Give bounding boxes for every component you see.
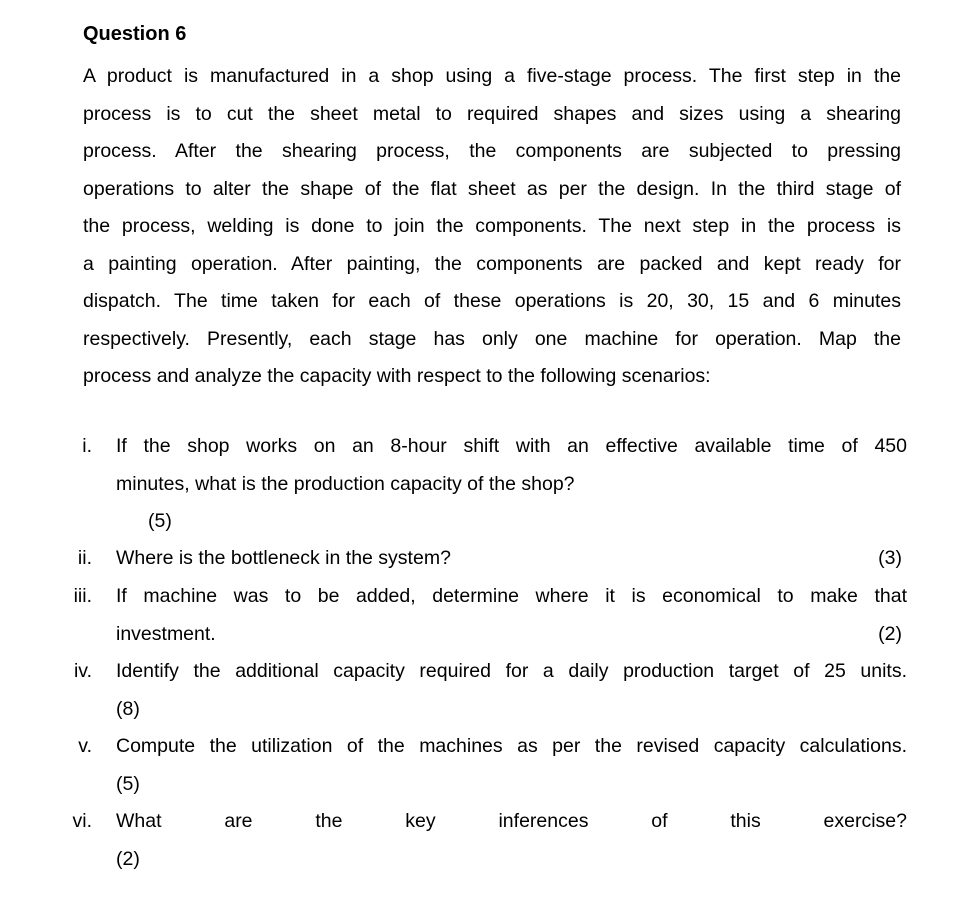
intro-line: A product is manufactured in a shop using a five-stage process. The first step in the — [83, 65, 901, 87]
intro-line: operations to alter the shape of the flat sheet as per the design. In the third stage of — [83, 177, 901, 200]
subquestion-line: Identify the additional capacity required for a daily production target of 25 units. — [116, 660, 907, 682]
subquestion-marks: (8) — [116, 697, 140, 720]
subquestion-line: Compute the utilization of the machines as per the revised capacity calculations. — [116, 735, 907, 757]
subquestion-number: v. — [78, 735, 92, 757]
subquestion-marks: (2) — [878, 622, 902, 645]
intro-line: the process, welding is done to join the components. The next step in the process is — [83, 215, 901, 237]
subquestion-text — [116, 653, 907, 728]
intro-line: process is to cut the sheet metal to required shapes and sizes using a shearing — [83, 102, 901, 125]
subquestion-text — [116, 428, 907, 541]
subquestion-number: iv. — [73, 660, 92, 682]
subquestion-line: investment. — [116, 622, 216, 645]
subquestion-line: If machine was to be added, determine where it is economical to make that — [116, 585, 907, 607]
subquestion-text — [116, 578, 907, 653]
subquestion-number: i. — [82, 435, 92, 457]
subquestion-text — [116, 803, 907, 878]
intro-line: a painting operation. After painting, the components are packed and kept ready for — [83, 252, 901, 275]
subquestion-marks: (2) — [116, 847, 140, 870]
subquestion-marks: (5) — [148, 510, 172, 532]
intro-line: process. After the shearing process, the components are subjected to pressing — [83, 140, 901, 162]
question-title: Question 6 — [83, 23, 187, 45]
subquestion-number: ii. — [77, 547, 92, 569]
subquestion-number: iii. — [73, 585, 92, 607]
subquestion-text — [116, 728, 907, 803]
subquestion-number: vi. — [72, 810, 92, 832]
subquestion-line: minutes, what is the production capacity of the shop? — [116, 472, 575, 495]
subquestion-marks: (3) — [878, 547, 902, 569]
subquestion-marks: (5) — [116, 772, 140, 795]
intro-line: dispatch. The time taken for each of these operations is 20, 30, 15 and 6 minutes — [83, 290, 901, 312]
intro-line: respectively. Presently, each stage has only one machine for operation. Map the — [83, 327, 901, 350]
subquestion-line: Where is the bottleneck in the system? — [116, 547, 451, 569]
subquestion-text — [116, 540, 907, 578]
subquestion-line: What are the key inferences of this exercise? — [116, 810, 907, 832]
intro-line: process and analyze the capacity with respect to the following scenarios: — [83, 365, 711, 387]
question-intro-paragraph — [83, 58, 901, 396]
subquestion-line: If the shop works on an 8-hour shift with an effective available time of 450 — [116, 435, 907, 457]
